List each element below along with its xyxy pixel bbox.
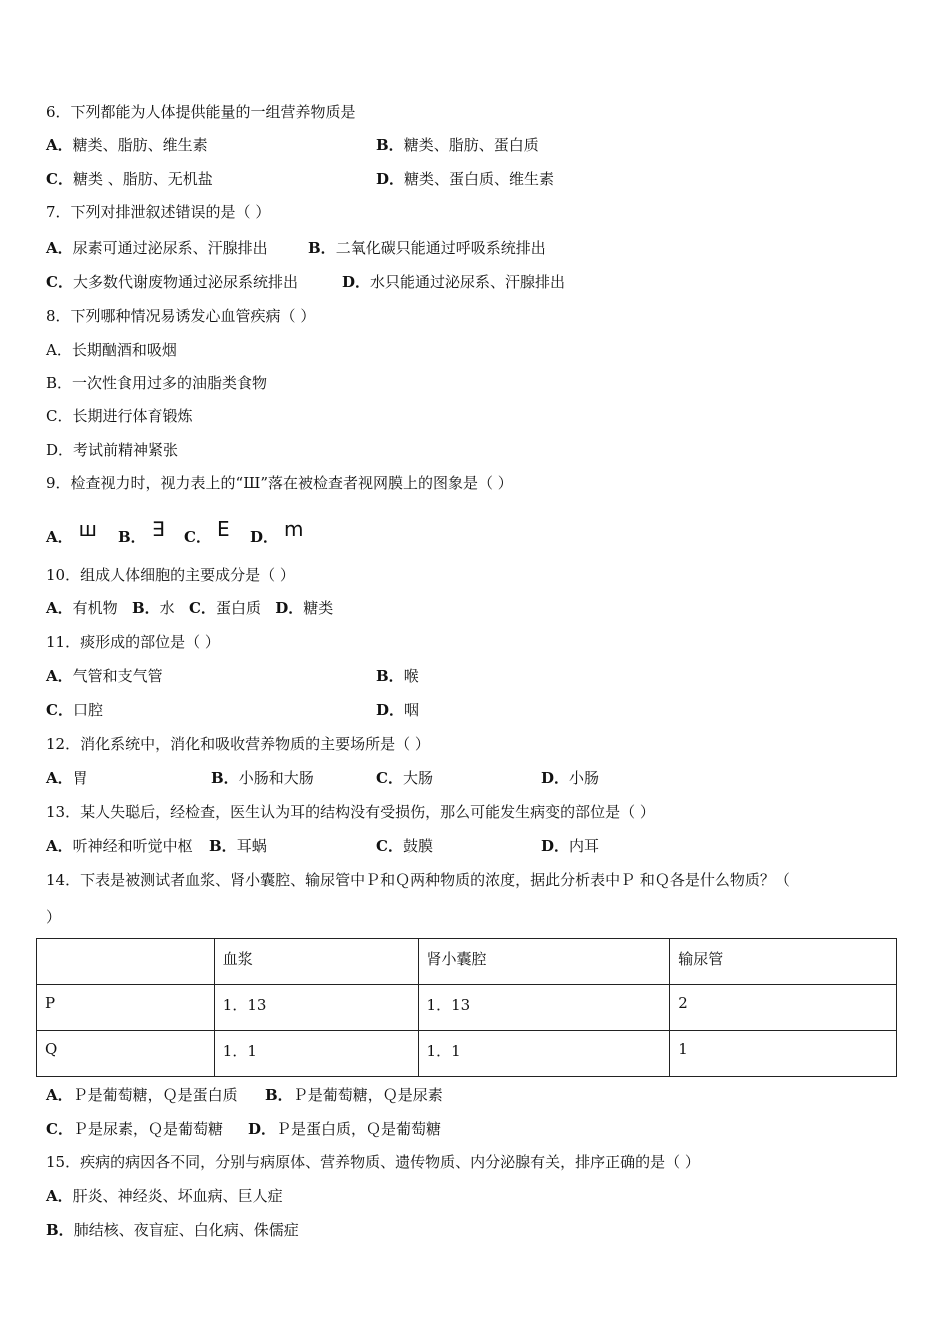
table-row bbox=[37, 1031, 897, 1077]
q12-stem: 12．消化系统中，消化和吸收营养物质的主要场所是（ ） bbox=[46, 735, 430, 753]
q14-option-c: C．Ｐ是尿素，Ｑ是葡萄糖 bbox=[46, 1120, 223, 1138]
q14-option-d: D．Ｐ是蛋白质，Ｑ是葡萄糖 bbox=[248, 1120, 442, 1138]
table-header-row bbox=[37, 939, 897, 985]
q8-stem: 8．下列哪种情况易诱发心血管疾病（ ） bbox=[46, 307, 316, 325]
q9-option-d: D． m bbox=[250, 517, 304, 546]
q6-option-c: C．糖类 、脂肪、无机盐 bbox=[46, 170, 213, 188]
q11-option-d: D．咽 bbox=[376, 701, 420, 719]
q12-option-b: B．小肠和大肠 bbox=[211, 769, 314, 787]
q12-option-c: C．大肠 bbox=[376, 769, 433, 787]
q15-option-a: A．肝炎、神经炎、坏血病、巨人症 bbox=[46, 1187, 283, 1205]
q13-option-c: C．鼓膜 bbox=[376, 837, 433, 855]
q9-option-c: C． E bbox=[184, 517, 230, 546]
q6-stem: 6．下列都能为人体提供能量的一组营养物质是 bbox=[46, 103, 356, 121]
q7-option-a: A．尿素可通过泌尿系、汗腺排出 bbox=[46, 239, 268, 257]
q15-option-b: B．肺结核、夜盲症、白化病、侏儒症 bbox=[46, 1221, 299, 1239]
q8-option-b: B．一次性食用过多的油脂类食物 bbox=[46, 374, 268, 392]
q11-option-b: B．喉 bbox=[376, 667, 419, 685]
q11-option-c: C．口腔 bbox=[46, 701, 103, 719]
table-cell: Q bbox=[37, 1031, 215, 1077]
q7-option-c: C．大多数代谢废物通过泌尿系统排出 bbox=[46, 273, 298, 291]
q10-stem: 10．组成人体细胞的主要成分是（ ） bbox=[46, 566, 295, 584]
q7-option-d: D．水只能通过泌尿系、汗腺排出 bbox=[342, 273, 566, 291]
eye-chart-e-down-icon: ш bbox=[78, 517, 97, 541]
q8-option-d: D．考试前精神紧张 bbox=[46, 441, 179, 459]
table-header-cell: 输尿管 bbox=[670, 939, 897, 985]
table-header-cell: 肾小囊腔 bbox=[418, 939, 670, 985]
q7-option-b: B．二氧化碳只能通过呼吸系统排出 bbox=[308, 239, 546, 257]
q9-option-a: A． ш bbox=[46, 517, 97, 546]
q12-option-d: D．小肠 bbox=[541, 769, 600, 787]
table-row bbox=[37, 985, 897, 1031]
table-cell: 2 bbox=[670, 985, 897, 1031]
q12-option-a: A．胃 bbox=[46, 769, 88, 787]
q13-option-a: A．听神经和听觉中枢 bbox=[46, 837, 193, 855]
concentration-table bbox=[36, 938, 897, 1077]
q8-option-c: C．长期进行体育锻炼 bbox=[46, 407, 193, 425]
q9-option-b: B． ∃ bbox=[118, 517, 165, 546]
q6-option-a: A．糖类、脂肪、维生素 bbox=[46, 136, 208, 154]
q11-stem: 11．痰形成的部位是（ ） bbox=[46, 633, 220, 651]
q14-option-a: A．Ｐ是葡萄糖，Ｑ是蛋白质 bbox=[46, 1086, 238, 1104]
q14-stem: 14．下表是被测试者血浆、肾小囊腔、输尿管中Ｐ和Ｑ两种物质的浓度，据此分析表中Ｐ 和Ｑ各是什么物质？（ bbox=[46, 871, 790, 889]
eye-chart-e-right-icon: E bbox=[216, 517, 230, 541]
q13-option-d: D．内耳 bbox=[541, 837, 600, 855]
q14-option-b: B．Ｐ是葡萄糖，Ｑ是尿素 bbox=[265, 1086, 443, 1104]
q6-option-b: B．糖类、脂肪、蛋白质 bbox=[376, 136, 539, 154]
q10-options: A．有机物 B．水 C．蛋白质 D．糖类 bbox=[46, 599, 334, 617]
table-cell: 1．1 bbox=[214, 1031, 418, 1077]
q13-option-b: B．耳蜗 bbox=[209, 837, 267, 855]
q13-stem: 13．某人失聪后，经检查，医生认为耳的结构没有受损伤，那么可能发生病变的部位是（ ） bbox=[46, 803, 655, 821]
q9-stem: 9．检查视力时，视力表上的“Ш”落在被检查者视网膜上的图象是（ ） bbox=[46, 474, 513, 492]
table-cell: P bbox=[37, 985, 215, 1031]
q14-stem-cont: ） bbox=[46, 908, 62, 926]
table-cell: 1 bbox=[670, 1031, 897, 1077]
q6-option-d: D．糖类、蛋白质、维生素 bbox=[376, 170, 555, 188]
q11-option-a: A．气管和支气管 bbox=[46, 667, 163, 685]
eye-chart-e-left-icon: ∃ bbox=[151, 517, 165, 541]
q7-stem: 7．下列对排泄叙述错误的是（ ） bbox=[46, 203, 271, 221]
table-header-cell: 血浆 bbox=[214, 939, 418, 985]
table-header-cell bbox=[37, 939, 215, 985]
q8-option-a: A．长期酗酒和吸烟 bbox=[46, 341, 177, 359]
table-cell: 1．1 bbox=[418, 1031, 670, 1077]
table-cell: 1．13 bbox=[214, 985, 418, 1031]
q15-stem: 15．疾病的病因各不同，分别与病原体、营养物质、遗传物质、内分泌腺有关，排序正确的是（ ） bbox=[46, 1153, 700, 1171]
table-cell: 1．13 bbox=[418, 985, 670, 1031]
eye-chart-e-up-icon: m bbox=[284, 517, 304, 541]
